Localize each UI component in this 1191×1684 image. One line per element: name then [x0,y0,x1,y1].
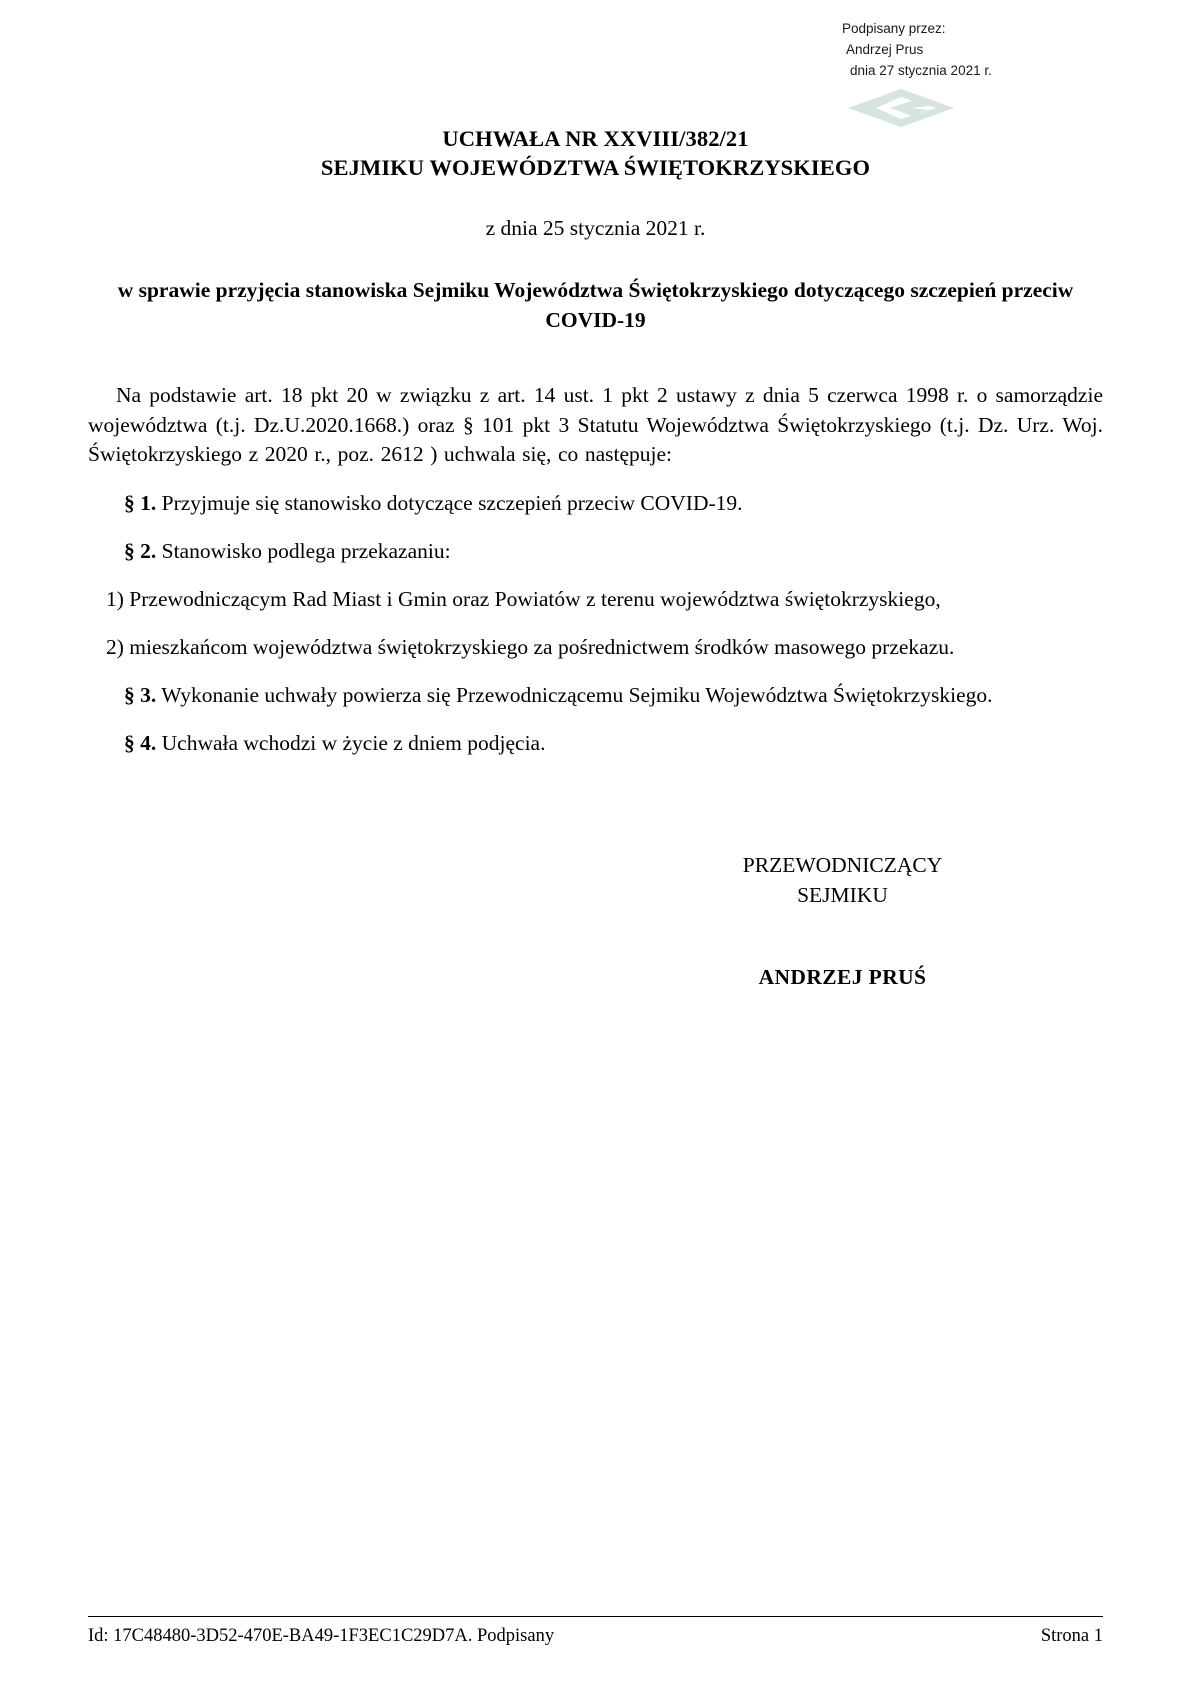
section-marker: § 1. [124,490,157,515]
section-text: Stanowisko podlega przekazaniu: [156,538,451,563]
document-body [88,0,1103,992]
signatory-role-line-2: SEJMIKU [797,882,888,907]
list-item: 1) Przewodniczącym Rad Miast i Gmin oraz Powiatów z terenu województwa świętokrzyskiego, [106,586,941,611]
section-text: Wykonanie uchwały powierza się Przewodniczącemu Sejmiku Województwa Świętokrzyskiego. [156,682,993,707]
document-date: z dnia 25 stycznia 2021 r. [485,216,706,240]
section-paragraph [88,681,1103,710]
signatory-name: ANDRZEJ PRUŚ [758,964,927,989]
section-text: Przyjmuje się stanowisko dotyczące szczepień przeciw COVID-19. [156,490,743,515]
document-subject: w sprawie przyjęcia stanowiska Sejmiku Województwa Świętokrzyskiego dotyczącego szczepień przeciw COVID-19 [117,278,1074,332]
page-title [88,124,1103,182]
section-paragraph [88,729,1103,758]
section-paragraph [88,537,1103,566]
section-marker: § 2. [124,538,157,563]
section-paragraph [88,489,1103,518]
page-number: Strona 1 [1040,1626,1103,1646]
stamp-signed-by-label: Podpisany przez: [842,21,946,36]
section-marker: § 3. [124,682,157,707]
page-footer [88,1616,1103,1648]
title-line-1: UCHWAŁA NR XXVIII/382/21 [442,126,749,151]
section-marker: § 4. [124,730,157,755]
signature-block [88,850,1103,992]
signatory-role-line-1: PRZEWODNICZĄCY [742,852,943,877]
title-line-2: SEJMIKU WOJEWÓDZTWA ŚWIĘTOKRZYSKIEGO [320,155,871,180]
document-id-text: Id: 17C48480-3D52-470E-BA49-1F3EC1C29D7A. Podpisany [88,1626,555,1646]
footer-divider [88,1616,1103,1617]
footer-row [88,1624,1103,1648]
list-item: 2) mieszkańcom województwa świętokrzyskiego za pośrednictwem środków masowego przekazu. [106,634,955,659]
stamp-signature-date: dnia 27 stycznia 2021 r. [850,63,992,78]
legal-basis-paragraph: Na podstawie art. 18 pkt 20 w związku z art. 14 ust. 1 pkt 2 ustawy z dnia 5 czerwca 1998 r. o samorządzie województwa (t.j. Dz.U.2020.1668.) oraz § 101 pkt 3 Statutu Województwa Świętokrzyskiego (t.j. Dz. Urz. Woj. Świętokrzyskiego z 2020 r., poz. 2612 ) uchwala się, co następuje: [88,383,1103,466]
stamp-signer-name: Andrzej Prus [846,42,924,57]
section-text: Uchwała wchodzi w życie z dniem podjęcia. [156,730,546,755]
